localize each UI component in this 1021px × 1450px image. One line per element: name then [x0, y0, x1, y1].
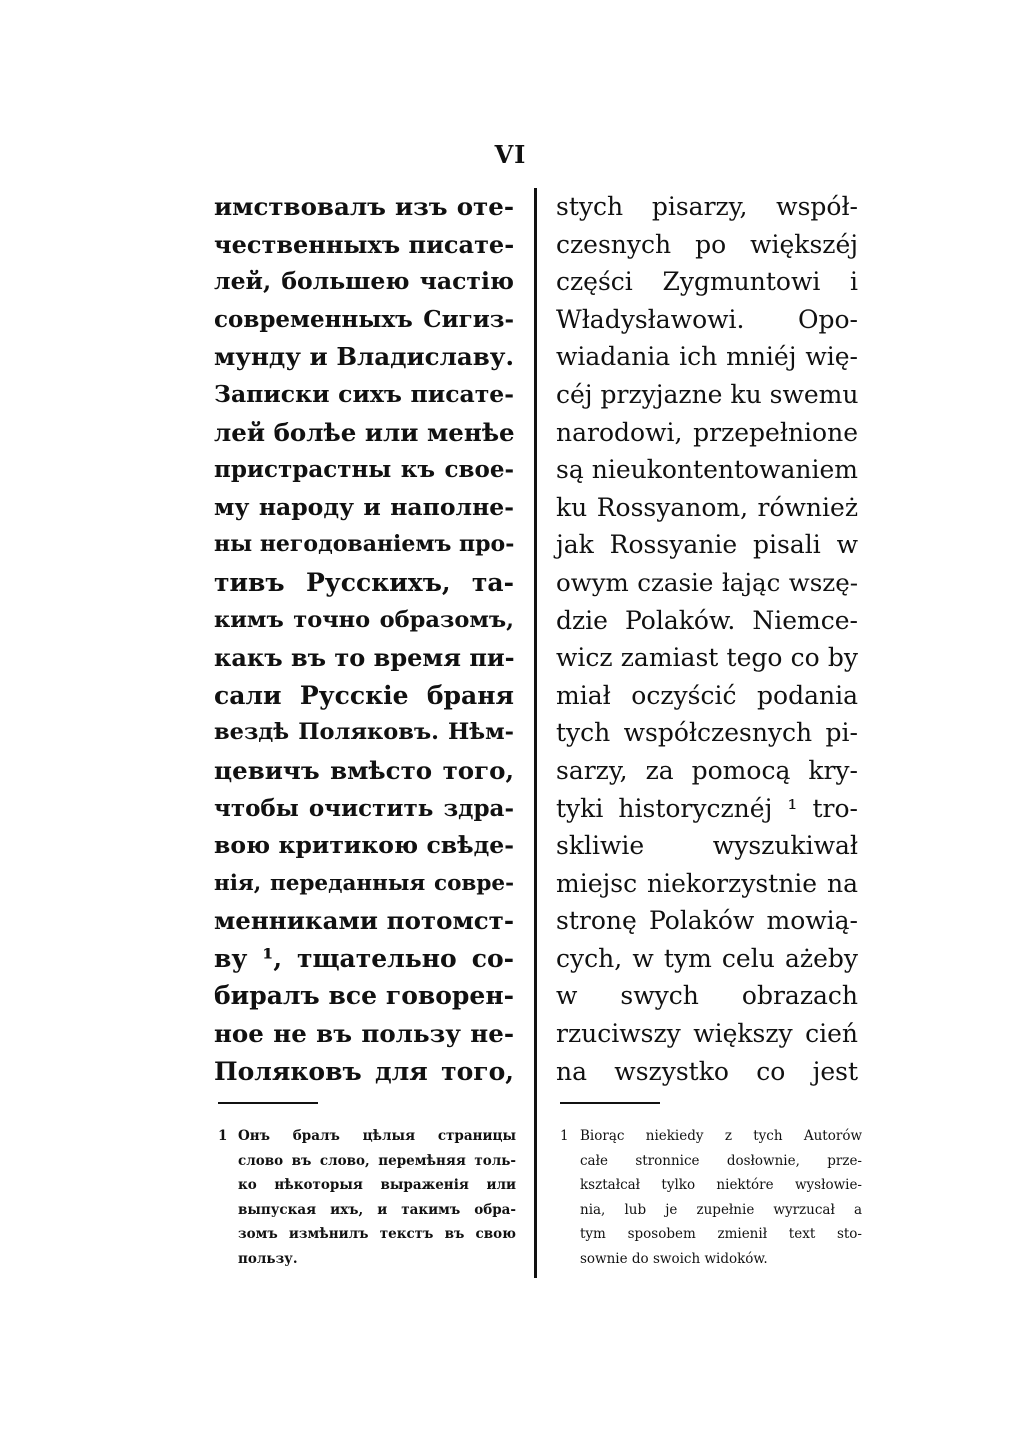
text-line: na wszystko co jest: [556, 1056, 858, 1086]
footnote-line: kształcał tylko niektóre wysłowie-: [580, 1177, 862, 1194]
text-line: stronę Polaków mowią-: [556, 906, 858, 936]
column-divider: [534, 188, 537, 1278]
text-line: narodowi, przepełnione: [556, 417, 858, 447]
footnote-line: nia, lub je zupełnie wyrzucał a: [580, 1201, 862, 1218]
text-line: ное не въ пользу не-: [214, 1019, 514, 1049]
text-line: skliwie wyszukiwał: [556, 831, 858, 861]
text-line: какъ въ то время пи-: [214, 643, 515, 673]
footnote-line: ко нѣкоторыя выраженія или: [238, 1177, 516, 1194]
text-line: wiadania ich mniéj wię-: [556, 342, 858, 372]
text-line: лей, большею частію: [214, 267, 514, 296]
text-line: Władysławowi. Opo-: [556, 304, 858, 334]
footnote-line: слово въ слово, перемѣняя толь-: [238, 1152, 516, 1169]
footnote-line: зомъ измѣнилъ текстъ въ свою: [238, 1226, 516, 1243]
text-line: czesnych po większéj: [556, 229, 858, 259]
text-line: miał oczyścić podania: [556, 680, 858, 710]
text-line: имствовалъ изъ оте-: [214, 192, 514, 221]
footnote-line: tym sposobem zmienił text sto-: [580, 1226, 862, 1243]
text-line: w swych obrazach: [556, 981, 858, 1011]
text-line: ны негодованіемъ про-: [214, 531, 515, 558]
footnote-line: выпуская ихъ, и такимъ обра-: [238, 1201, 516, 1218]
text-line: miejsc niekorzystnie na: [556, 868, 858, 898]
text-line: мунду и Владиславу.: [214, 342, 514, 372]
left-column-russian: [214, 188, 514, 1090]
text-line: сали Русскіе браня: [214, 680, 514, 710]
footnote-line: całe stronnice dosłownie, prze-: [580, 1152, 862, 1169]
footnote-line: [218, 1124, 516, 1149]
text-line: цевичъ вмѣсто того,: [214, 755, 514, 785]
text-line: современныхъ Сигиз-: [214, 305, 514, 333]
footnote-number: 1: [560, 1128, 569, 1144]
text-line: ku Rossyanom, również: [556, 492, 858, 522]
text-line: чтобы очистить здра-: [214, 794, 514, 822]
footnote-russian: [218, 1124, 516, 1272]
text-line: cych, w tym celu ażeby: [556, 943, 858, 973]
text-line: tych współczesnych pi-: [556, 718, 858, 748]
text-line: sarzy, za pomocą kry-: [556, 755, 858, 785]
text-line: jak Rossyanie pisali w: [556, 530, 858, 560]
text-line: rzuciwszy większy cień: [556, 1019, 858, 1049]
text-line: чественныхъ писате-: [214, 229, 515, 259]
text-line: są nieukontentowaniem: [556, 455, 858, 485]
footnote-number: 1: [218, 1128, 228, 1144]
text-line: вездѣ Поляковъ. Нѣм-: [214, 719, 514, 746]
text-line: céj przyjazne ku swemu: [556, 379, 859, 409]
text-line: części Zygmuntowi i: [556, 267, 858, 297]
right-column-polish: [556, 188, 858, 1090]
footnote-text: Онъ бралъ цѣлыя страницы: [238, 1128, 516, 1144]
text-line: кимъ точно образомъ,: [214, 606, 514, 633]
text-line: му народу и наполне-: [214, 492, 514, 521]
text-line: ву ¹, тщательно со-: [214, 943, 514, 973]
text-line: tyki historycznéj ¹ tro-: [556, 793, 858, 823]
text-line: биралъ все говорен-: [214, 981, 514, 1011]
footnote-line: sownie do swoich widoków.: [580, 1250, 768, 1267]
text-line: лей болѣе или менѣе: [214, 417, 515, 447]
footnote-line: пользу.: [238, 1250, 298, 1267]
text-line: Записки сихъ писате-: [214, 379, 514, 408]
text-line: тивъ Русскихъ, та-: [214, 567, 514, 597]
text-line: менниками потомст-: [214, 906, 514, 936]
footnote-line: [560, 1124, 862, 1149]
text-line: owym czasie łając wszę-: [556, 567, 858, 597]
text-line: Поляковъ для того,: [214, 1056, 514, 1086]
text-line: нія, переданныя совре-: [214, 870, 514, 896]
text-line: пристрастны къ свое-: [214, 456, 514, 484]
text-line: wicz zamiast tego co by: [556, 643, 858, 673]
footnote-polish: [560, 1124, 862, 1272]
text-line: stych pisarzy, współ-: [556, 192, 858, 221]
text-line: вою критикою свѣде-: [214, 831, 514, 860]
footnote-rule-right: [560, 1102, 660, 1104]
text-line: dzie Polaków. Niemce-: [556, 605, 858, 635]
footnote-rule-left: [218, 1102, 318, 1104]
page-number: VI: [494, 140, 527, 169]
footnote-text: Biorąc niekiedy z tych Autorów: [580, 1128, 862, 1144]
